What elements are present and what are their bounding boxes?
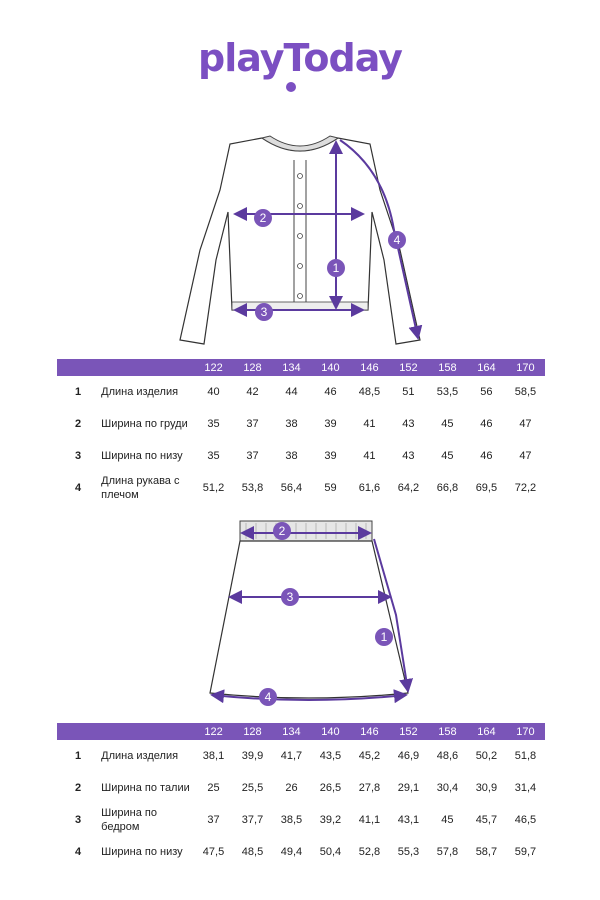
size-header: 134 <box>272 723 311 740</box>
size-header: 164 <box>467 723 506 740</box>
jacket-diagram <box>0 130 600 350</box>
size-header: 158 <box>428 723 467 740</box>
table-row: 2 Ширина по талии 25 25,5 26 26,5 27,8 29,1 30,4 30,9 31,4 <box>75 782 537 794</box>
size-header: 158 <box>428 359 467 376</box>
size-header: 140 <box>311 359 350 376</box>
table-row: 3 Ширина по бедром 37 37,7 38,5 39,2 41,1 43,1 45 45,7 46,5 <box>75 807 537 833</box>
size-header: 152 <box>389 359 428 376</box>
skirt-size-header-row <box>57 723 545 740</box>
table-row: 4 Длина рукава с плечом 51,2 53,8 56,4 59 61,6 64,2 66,8 69,5 72,2 <box>75 475 537 501</box>
svg-text:2: 2 <box>278 524 286 538</box>
table-row: 1 Длина изделия 38,1 39,9 41,7 43,5 45,2 46,9 48,6 50,2 51,8 <box>75 750 537 762</box>
svg-text:4: 4 <box>393 233 401 247</box>
svg-text:3: 3 <box>286 590 294 604</box>
table-row: 2 Ширина по груди 35 37 38 39 41 43 45 46 47 <box>75 418 532 430</box>
skirt-marker-3 <box>281 588 299 606</box>
size-header: 146 <box>350 359 389 376</box>
size-header: 164 <box>467 359 506 376</box>
jacket-size-table <box>57 359 545 504</box>
jacket-marker-3 <box>255 303 273 321</box>
svg-text:4: 4 <box>264 690 272 704</box>
skirt-outline <box>210 541 408 698</box>
size-header: 128 <box>233 723 272 740</box>
table-row: 3 Ширина по низу 35 37 38 39 41 43 45 46 47 <box>75 450 532 462</box>
skirt-marker-2 <box>273 522 291 540</box>
size-header: 122 <box>194 723 233 740</box>
svg-text:1: 1 <box>380 630 388 644</box>
skirt-size-table <box>57 723 545 868</box>
jacket-size-header-row <box>57 359 545 376</box>
jacket-marker-2 <box>254 209 272 227</box>
skirt-diagram <box>0 515 600 715</box>
logo-dot <box>286 82 296 92</box>
size-header: 122 <box>194 359 233 376</box>
brand-logo: playToday <box>198 36 402 80</box>
svg-text:1: 1 <box>332 261 340 275</box>
skirt-marker-4 <box>259 688 277 706</box>
table-row: 1 Длина изделия 40 42 44 46 48,5 51 53,5 56 58,5 <box>75 386 537 398</box>
jacket-marker-4 <box>388 231 406 249</box>
skirt-marker-1 <box>375 628 393 646</box>
size-header: 140 <box>311 723 350 740</box>
jacket-outline <box>180 138 420 344</box>
svg-text:2: 2 <box>259 211 267 225</box>
table-row: 4 Ширина по низу 47,5 48,5 49,4 50,4 52,8 55,3 57,8 58,7 59,7 <box>75 846 537 858</box>
size-header: 134 <box>272 359 311 376</box>
size-header: 152 <box>389 723 428 740</box>
jacket-marker-1 <box>327 259 345 277</box>
size-header: 128 <box>233 359 272 376</box>
svg-text:3: 3 <box>260 305 268 319</box>
size-header: 170 <box>506 359 545 376</box>
size-header: 170 <box>506 723 545 740</box>
size-header: 146 <box>350 723 389 740</box>
